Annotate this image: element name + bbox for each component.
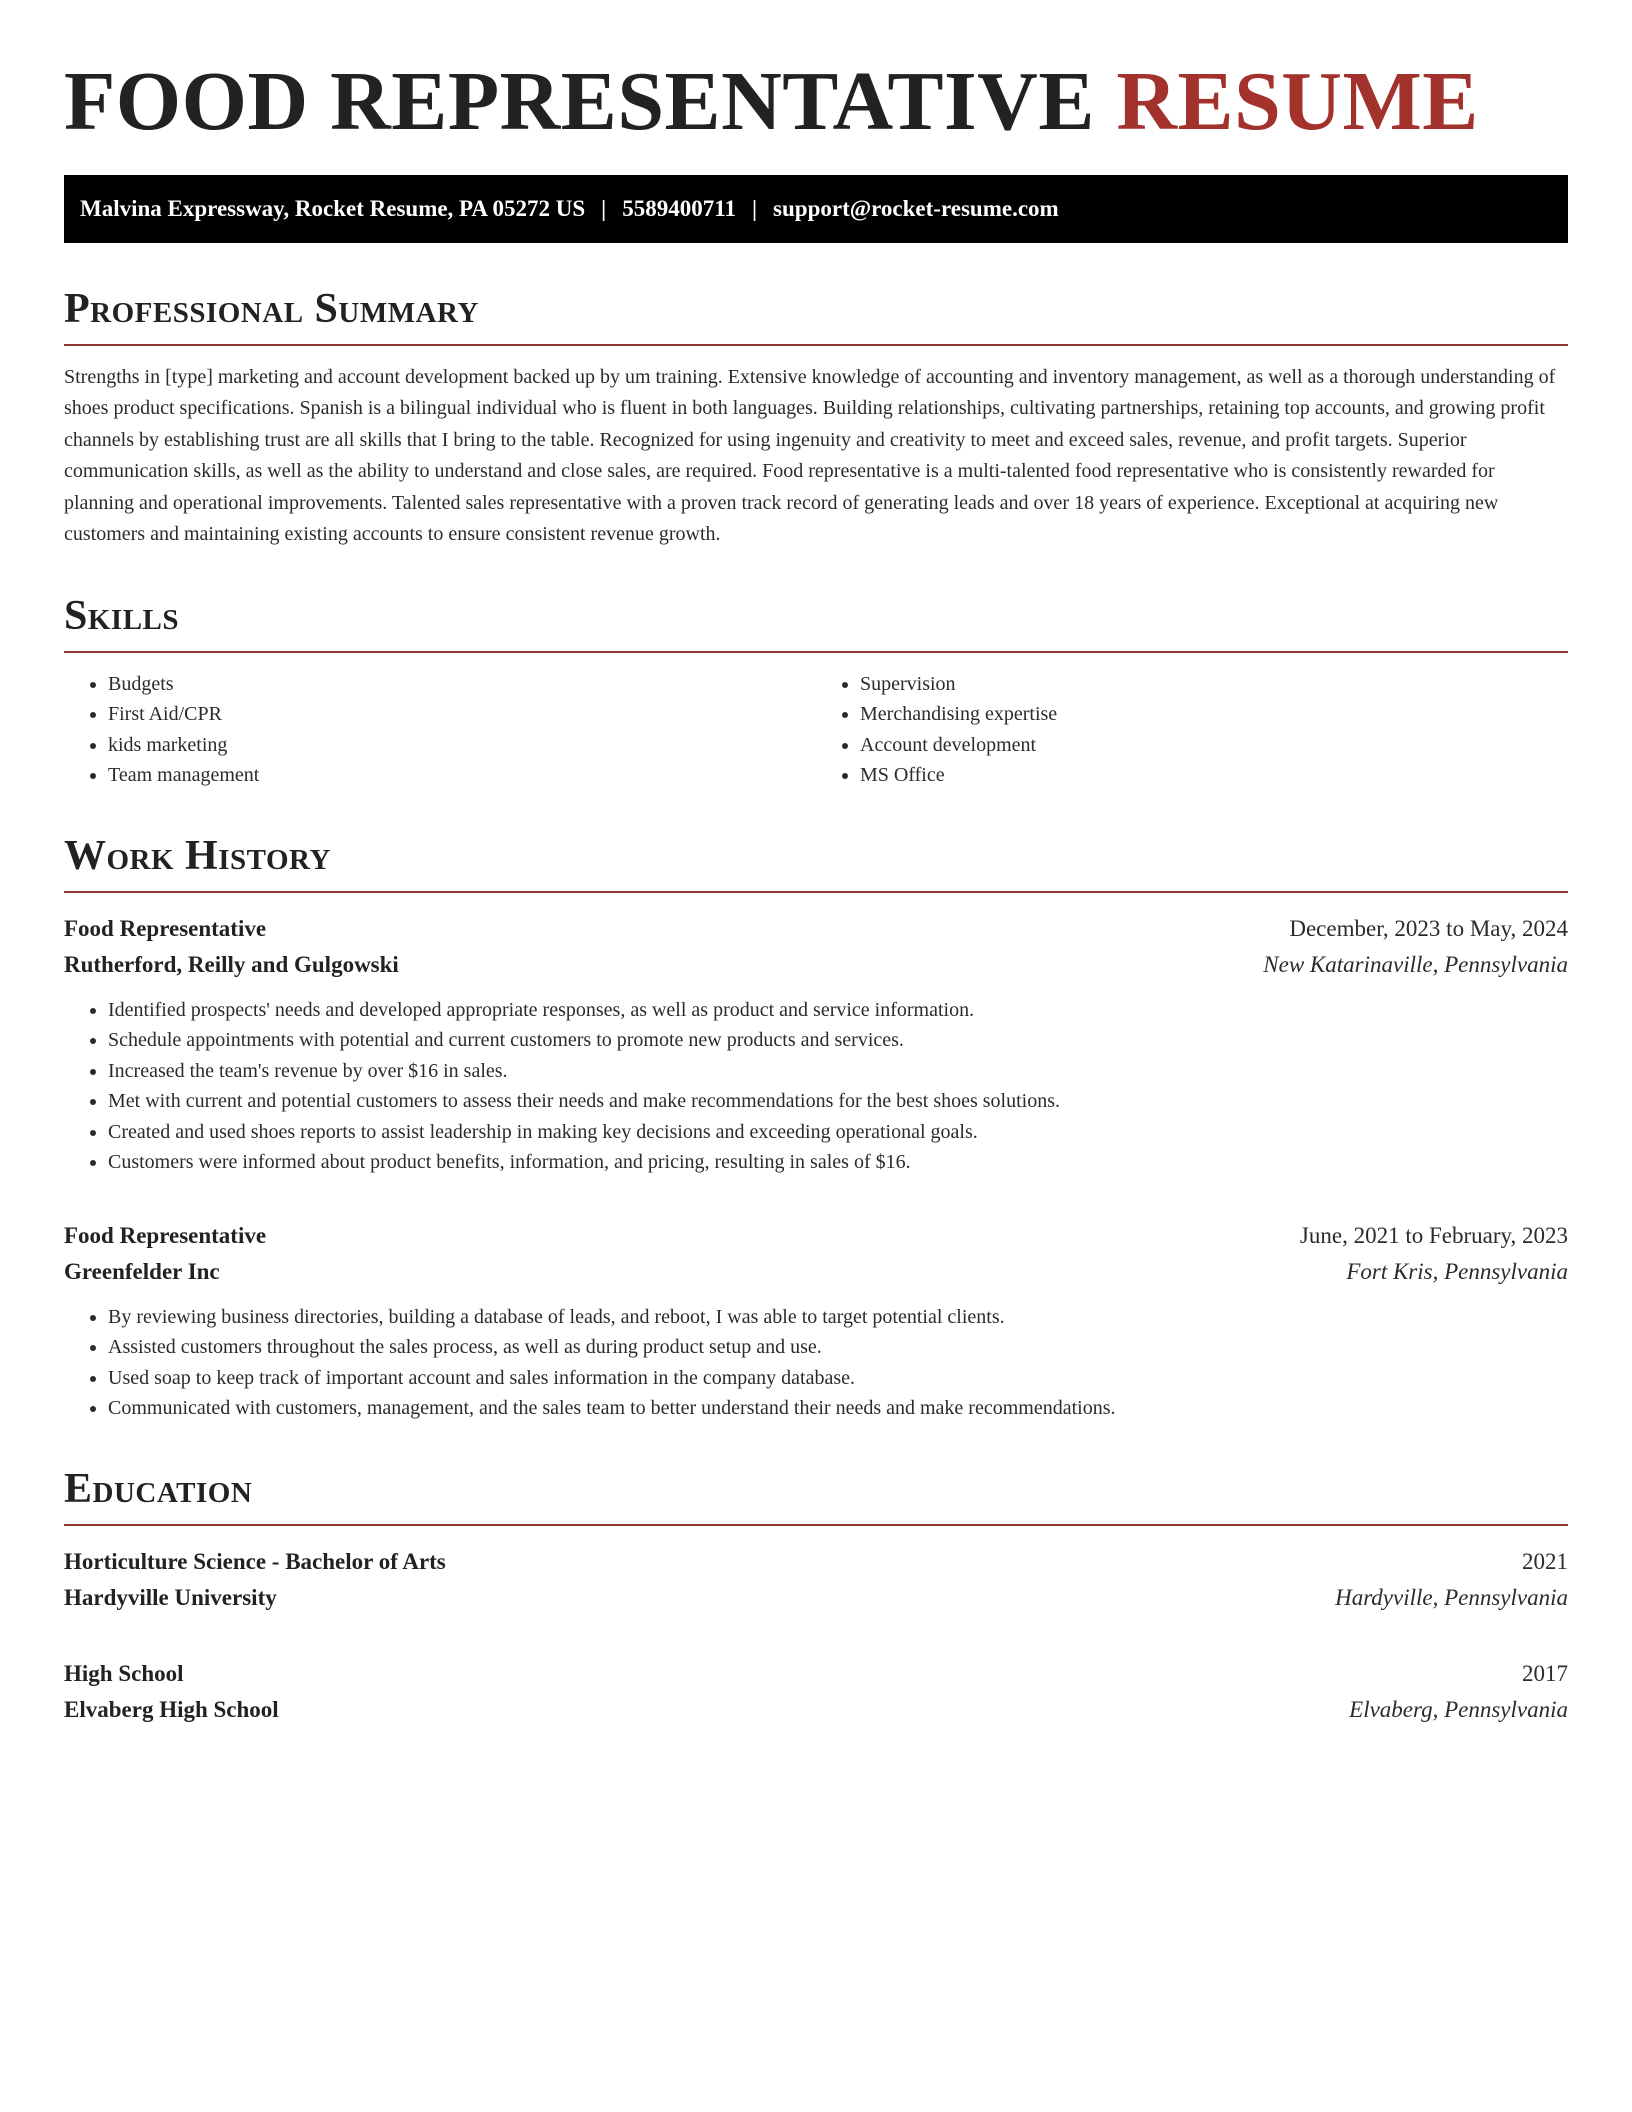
skill-item: • Budgets	[108, 669, 816, 700]
contact-separator: |	[601, 195, 607, 221]
job-bullet: • Increased the team's revenue by over $16 in sales.	[108, 1056, 1568, 1087]
title-accent: RESUME	[1116, 55, 1479, 148]
education-entry	[64, 1656, 1568, 1728]
summary-section	[64, 285, 1568, 551]
contact-address: Malvina Expressway, Rocket Resume, PA 05272 US	[80, 195, 586, 221]
title-main: FOOD REPRESENTATIVE	[64, 55, 1095, 148]
skill-item: • Supervision	[860, 669, 1568, 700]
resume-title	[64, 52, 1568, 153]
contact-separator: |	[751, 195, 758, 221]
education-school: Elvaberg High School	[64, 1696, 279, 1722]
skill-item: • Account development	[860, 730, 1568, 761]
job-bullet: • Met with current and potential customers to assess their needs and make recommendations for the best shoes solutions.	[108, 1086, 1568, 1117]
summary-text: Strengths in [type] marketing and account development backed up by um training. Extensive knowledge of accounting and inventory management, as well as a thorough understanding of shoes product specifications. Spanish is a bilingual individual who is fluent in both languages. Building relationships, cultivating partnerships, retaining top accounts, and growing profit channels by establishing trust are all skills that I bring to the table. Recognized for using ingenuity and creativity to meet and exceed sales, revenue, and profit targets. Superior communication skills, as well as the ability to understand and close sales, are required. Food representative is a multi-talented food representative who is consistently rewarded for planning and operational improvements. Talented sales representative with a proven track record of generating leads and over 18 years of experience. Exceptional at acquiring new customers and maintaining existing accounts to ensure consistent revenue growth.	[64, 365, 1556, 546]
education-entry	[64, 1544, 1568, 1616]
skill-item: • kids marketing	[108, 730, 816, 761]
education-section	[64, 1465, 1568, 1728]
job-company: Greenfelder Inc	[64, 1258, 220, 1284]
skills-list	[64, 669, 1568, 791]
job-bullets	[64, 1302, 1568, 1424]
skills-section	[64, 592, 1568, 791]
job-bullet: • Customers were informed about product benefits, information, and pricing, resulting in sales of $16.	[108, 1147, 1568, 1178]
job-dates: June, 2021 to February, 2023	[1299, 1222, 1568, 1248]
education-location: Elvaberg, Pennsylvania	[1349, 1696, 1568, 1722]
education-school: Hardyville University	[64, 1584, 277, 1610]
job-company: Rutherford, Reilly and Gulgowski	[64, 951, 399, 977]
job-bullets	[64, 995, 1568, 1178]
education-degree: High School	[64, 1660, 184, 1686]
job-entry	[64, 911, 1568, 1178]
contact-email: support@rocket-resume.com	[773, 195, 1059, 221]
contact-bar	[64, 175, 1568, 243]
job-location: New Katarinaville, Pennsylvania	[1263, 951, 1568, 977]
job-location: Fort Kris, Pennsylvania	[1346, 1258, 1568, 1284]
education-heading: Education	[64, 1468, 1568, 1526]
education-year: 2017	[1522, 1660, 1568, 1686]
job-title: Food Representative	[64, 915, 267, 941]
education-location: Hardyville, Pennsylvania	[1335, 1584, 1568, 1610]
summary-heading: Professional Summary	[64, 288, 1568, 346]
work-section	[64, 832, 1568, 1424]
job-bullet: • By reviewing business directories, building a database of leads, and reboot, I was able to target potential clients.	[108, 1302, 1568, 1333]
job-bullet: • Created and used shoes reports to assist leadership in making key decisions and exceeding operational goals.	[108, 1117, 1568, 1148]
work-heading: Work History	[64, 835, 1568, 893]
job-bullet: • Communicated with customers, management, and the sales team to better understand their needs and make recommendations.	[108, 1393, 1568, 1424]
skill-item: • Merchandising expertise	[860, 699, 1568, 730]
education-degree: Horticulture Science - Bachelor of Arts	[64, 1548, 446, 1574]
job-dates: December, 2023 to May, 2024	[1289, 915, 1568, 941]
skills-column-right	[816, 669, 1568, 791]
skills-column-left	[64, 669, 816, 791]
job-bullet: • Assisted customers throughout the sales process, as well as during product setup and use.	[108, 1332, 1568, 1363]
education-year: 2021	[1522, 1548, 1568, 1574]
job-entry	[64, 1218, 1568, 1424]
job-bullet: • Used soap to keep track of important account and sales information in the company database.	[108, 1363, 1568, 1394]
skills-heading: Skills	[64, 595, 1568, 653]
job-bullet: • Identified prospects' needs and developed appropriate responses, as well as product and service information.	[108, 995, 1568, 1026]
skill-item: • First Aid/CPR	[108, 699, 816, 730]
contact-phone: 5589400711	[622, 195, 736, 221]
job-title: Food Representative	[64, 1222, 267, 1248]
skill-item: • Team management	[108, 760, 816, 791]
skill-item: • MS Office	[860, 760, 1568, 791]
job-bullet: • Schedule appointments with potential and current customers to promote new products and services.	[108, 1025, 1568, 1056]
